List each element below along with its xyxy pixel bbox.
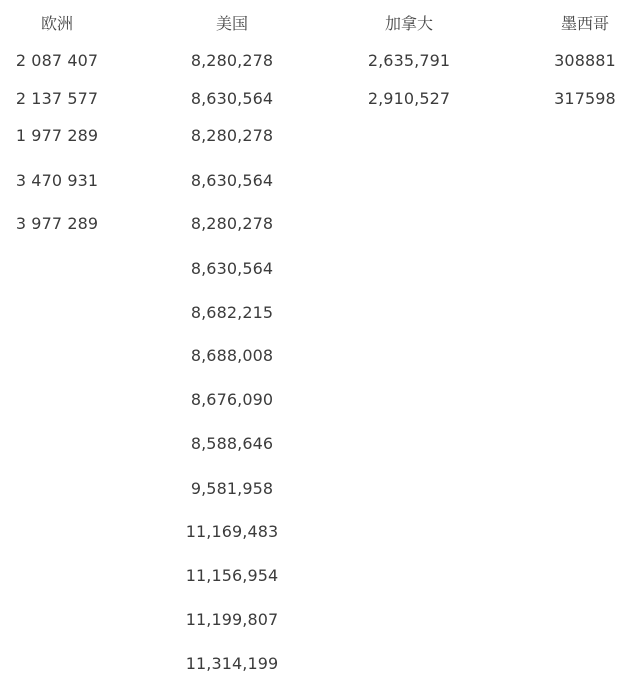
table-cell: 8,630,564	[190, 89, 274, 108]
table-cell: 8,676,090	[190, 390, 274, 409]
table-cell: 11,199,807	[185, 610, 279, 629]
table-cell: 317598	[554, 89, 616, 108]
table-cell: 11,156,954	[185, 566, 279, 585]
table-cell: 308881	[554, 51, 616, 70]
table-cell: 8,588,646	[190, 434, 274, 453]
table-cell: 9,581,958	[190, 479, 274, 498]
table-cell: 1 977 289	[15, 126, 99, 145]
column-header-usa: 美国	[215, 14, 249, 33]
table-cell: 8,688,008	[190, 346, 274, 365]
table-cell: 2,910,527	[367, 89, 451, 108]
column-header-canada: 加拿大	[384, 14, 434, 33]
table-cell: 8,630,564	[190, 171, 274, 190]
table-cell: 11,169,483	[185, 522, 279, 541]
table-cell: 3 470 931	[15, 171, 99, 190]
table-cell: 2 137 577	[15, 89, 99, 108]
column-header-mexico: 墨西哥	[560, 14, 610, 33]
table-cell: 8,280,278	[190, 51, 274, 70]
table-cell: 2 087 407	[15, 51, 99, 70]
table-cell: 8,280,278	[190, 126, 274, 145]
table-cell: 8,682,215	[190, 303, 274, 322]
table-cell: 8,280,278	[190, 214, 274, 233]
table-cell: 8,630,564	[190, 259, 274, 278]
column-header-europe: 欧洲	[40, 14, 74, 33]
table-cell: 2,635,791	[367, 51, 451, 70]
table-cell: 3 977 289	[15, 214, 99, 233]
table-cell: 11,314,199	[185, 654, 279, 673]
